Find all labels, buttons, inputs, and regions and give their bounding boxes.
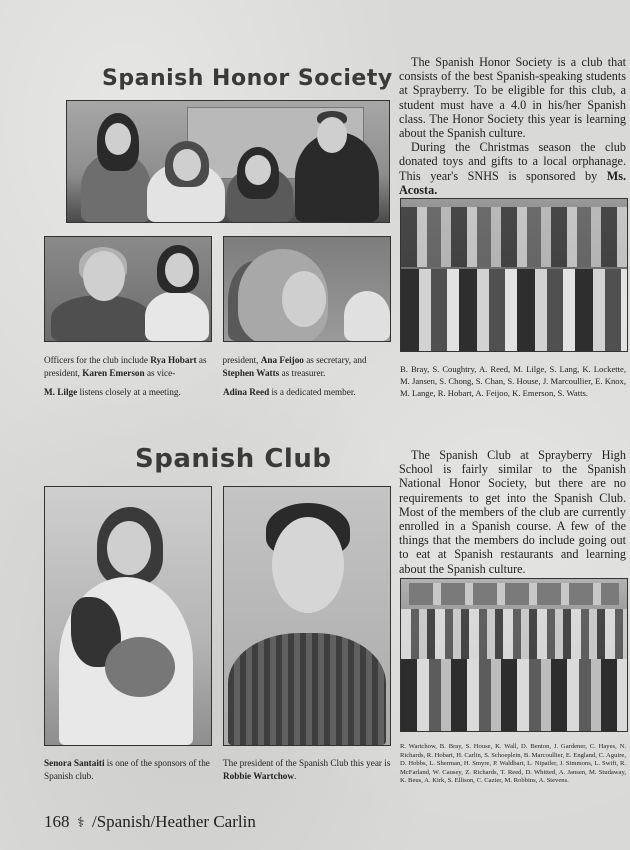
honor-group-photo	[400, 198, 628, 352]
officer-president: Rya Hobart	[150, 355, 197, 365]
spanish-club-title: Spanish Club	[135, 444, 332, 474]
reed-caption: Adina Reed is a dedicated member.	[223, 387, 356, 397]
page-number: 168	[44, 812, 70, 831]
officer-secretary: Ana Feijoo	[260, 355, 304, 365]
president-name: Robbie Wartchow	[223, 770, 295, 781]
sponsor-name: Ms. Acosta.	[399, 168, 626, 197]
club-group-photo	[400, 578, 628, 732]
honor-group-names: B. Bray, S. Coughtry, A. Reed, M. Lilge, S. Lang, K. Lockette, M. Jansen, S. Chong, S. Chan, S. House, J. Marcoullier, E. Knox, M. Lange, R. Hobart, A. Feijoo, K. Emerson, S. Watts.	[400, 364, 626, 398]
president-caption: The president of the Spanish Club this year is Robbie Wartchow.	[223, 758, 391, 781]
honor-officers-photo	[66, 100, 390, 223]
santaiti-photo	[44, 486, 212, 746]
honor-society-title: Spanish Honor Society	[102, 66, 393, 91]
club-group-names: R. Wartchow, B. Bray, S. House, K. Wall, D. Benton, J. Gardener, C. Hayes, N. Richards, R. Hobart, H. Carlin, S. Schoeplein, B. Marcoullier, E. England, C. Aguire, D. Hobbs, L. Sherman, H. Smyre, P. Waldbart, L. Nipailer, J. Simmons, L. Swift, R. McFarland, W. Causey, Z. Richards, T. Reed, D. Whitted, A. Jansen, M. Studaway, K. Beus, A. Kirk, S. Ellison, C. Cazier, M. Robbins, A. Stevens.	[400, 743, 626, 784]
lilge-caption: M. Lilge listens closely at a meeting.	[44, 387, 181, 397]
officer-treasurer: Stephen Watts	[222, 367, 280, 378]
honor-society-text	[399, 55, 626, 197]
president-photo	[223, 486, 391, 746]
page-footer	[44, 812, 256, 832]
lilge-photo	[44, 236, 212, 342]
honor-paragraph-1: The Spanish Honor Society is a club that consists of the best Spanish-speaking students at Sprayberry. To be eligible for this club, a student must have a 4.0 in his/her Spanish class. The Honor Society this year is learning about the Spanish culture.	[399, 55, 626, 141]
reed-photo	[223, 236, 391, 342]
honor-paragraph-2: During the Christmas season the club donated toys and gifts to a local orphanage. This year's SNHS is sponsored by Ms. Acosta.	[399, 140, 626, 197]
section-label: /Spanish/Heather Carlin	[92, 812, 256, 831]
officer-vice-president: Karen Emerson	[82, 367, 145, 378]
trophy-icon: ⚕	[76, 816, 85, 831]
officers-caption: Officers for the club include Rya Hobart as president, Karen Emerson as vice-president, Ana Feijoo as secretary, and Stephen Watts as treasurer.	[44, 355, 367, 378]
spanish-club-text: The Spanish Club at Sprayberry High School is fairly similar to the Spanish National Honor Society, but there are no requirements to get into the Spanish Club. Most of the members of the club are currently enrolled in a Spanish course. A few of the things that the members do include going out to eat at Spanish restaurants and learning about the Spanish culture.	[399, 448, 626, 576]
santaiti-caption: Senora Santaiti is one of the sponsors of the Spanish club.	[44, 758, 210, 781]
